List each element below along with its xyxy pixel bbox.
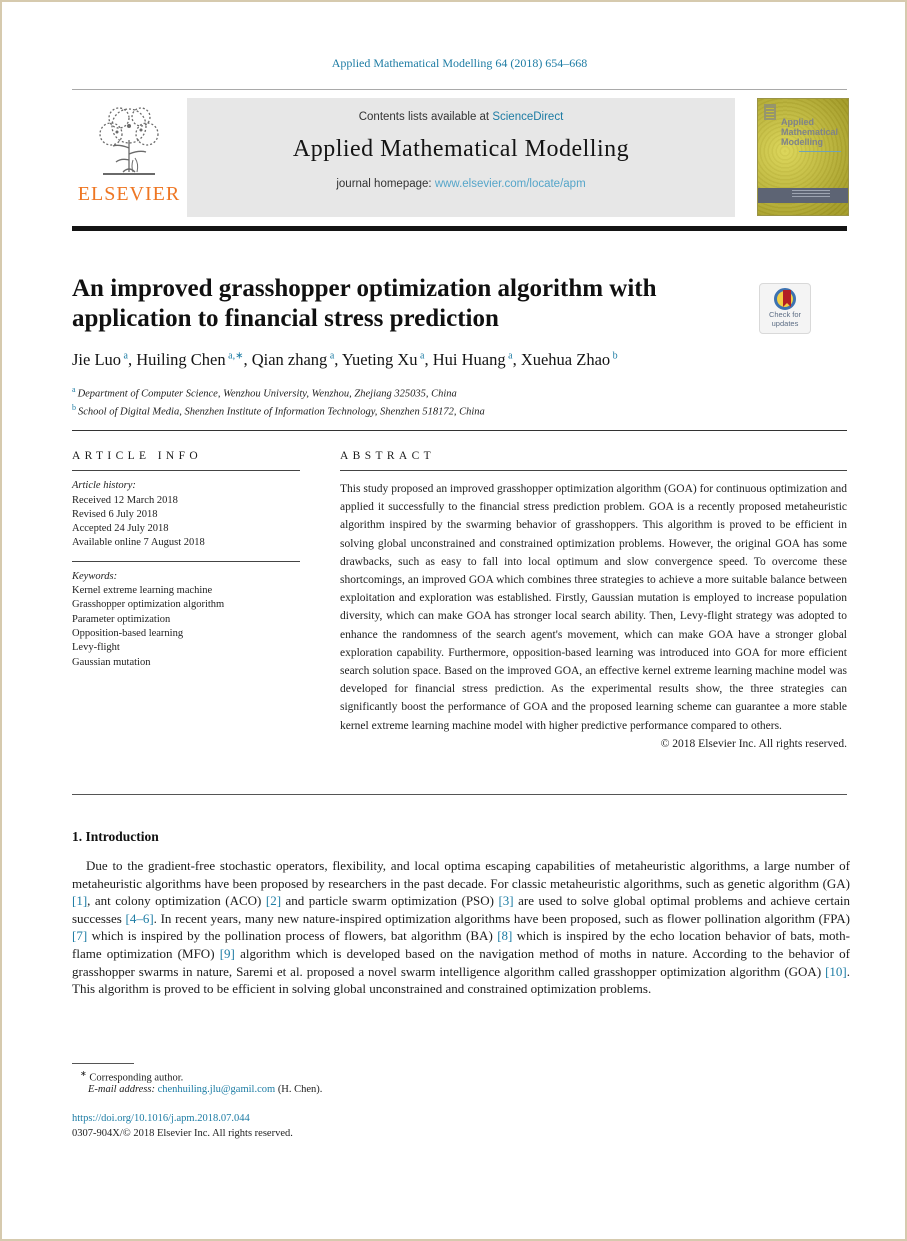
- running-head-citation: Applied Mathematical Modelling 64 (2018) 654–668: [331, 56, 588, 70]
- copyright-line: © 2018 Elsevier Inc. All rights reserved.: [660, 737, 847, 750]
- history-label: Article history:: [72, 480, 136, 491]
- check-updates-label: Check for updates: [768, 310, 802, 328]
- doi-line: [72, 1113, 250, 1124]
- author-name: Qian zhang: [251, 350, 328, 369]
- homepage-line: [187, 178, 735, 190]
- abstract-column: [340, 450, 847, 750]
- author-name: Jie Luo: [72, 350, 122, 369]
- history-line: Received 12 March 2018: [72, 494, 178, 506]
- journal-banner: [187, 98, 735, 217]
- affiliations: [72, 383, 772, 418]
- author-affiliation-mark: a: [327, 350, 335, 362]
- cover-publisher-mark-icon: [764, 104, 776, 120]
- check-for-updates-badge[interactable]: [759, 283, 811, 334]
- citation-ref-link[interactable]: [4–6]: [125, 910, 154, 926]
- keyword-line: Grasshopper optimization algorithm: [72, 599, 225, 611]
- abstract-rule: [340, 470, 847, 471]
- citation-ref-link[interactable]: [8]: [497, 928, 513, 944]
- sciencedirect-link[interactable]: ScienceDirect: [492, 111, 564, 123]
- author-affiliation-mark: a: [121, 350, 128, 362]
- article-info-column: [72, 450, 300, 670]
- author-name: Huiling Chen: [136, 350, 226, 369]
- homepage-prefix: journal homepage:: [336, 178, 435, 190]
- section-divider-bar: [72, 226, 847, 231]
- introduction-heading: 1. Introduction: [72, 829, 159, 844]
- top-divider: [72, 89, 847, 90]
- title-block-divider: [72, 430, 847, 431]
- keyword-line: Kernel extreme learning machine: [72, 585, 213, 597]
- email-suffix: (H. Chen).: [275, 1084, 323, 1095]
- contents-prefix: Contents lists available at: [358, 111, 493, 123]
- history-list: [72, 494, 300, 551]
- crossmark-icon: [774, 288, 796, 310]
- email-label: E-mail address:: [88, 1084, 158, 1095]
- footnote-rule: [72, 1063, 134, 1064]
- paragraph-text: . In recent years, many new nature-inspired optimization algorithms have been proposed, such as flower pollination algorithm (FPA): [153, 910, 850, 926]
- introduction-paragraph: [72, 857, 850, 998]
- article-info-rule: [72, 470, 300, 471]
- history-line: Revised 6 July 2018: [72, 508, 158, 520]
- paragraph-text: algorithm which is developed based on the navigation method of moths in nature. According to the behavior of grasshopper swarms in nature, Saremi et al. proposed a novel swarm intelligence algorithm called grasshopper optimization algorithm (GOA): [72, 945, 851, 979]
- issn-copyright-line: 0307-904X/© 2018 Elsevier Inc. All rights reserved.: [72, 1128, 293, 1139]
- info-separator: [72, 561, 300, 562]
- author-affiliation-mark: a: [417, 350, 425, 362]
- journal-homepage-link[interactable]: www.elsevier.com/locate/apm: [434, 178, 586, 190]
- doi-link[interactable]: https://doi.org/10.1016/j.apm.2018.07.044: [72, 1113, 250, 1124]
- citation-ref-link[interactable]: [3]: [498, 893, 514, 909]
- corresponding-marker: ∗: [80, 1069, 87, 1078]
- paragraph-text: . This algorithm is proved to be efficient in solving global unconstrained and constrained optimization problems.: [72, 963, 850, 997]
- keyword-line: Gaussian mutation: [72, 656, 151, 668]
- cover-title: Applied Mathematical Modelling: [781, 117, 839, 147]
- citation-ref-link[interactable]: [1]: [72, 893, 88, 909]
- affiliation-line: $^b$ School of Digital Media, Shenzhen Institute of Information Technology, Shenzhen 518172, China: [72, 402, 485, 417]
- author-name: Yueting Xu: [341, 350, 418, 369]
- elsevier-tree-icon: [83, 100, 175, 184]
- keyword-line: Levy-flight: [72, 642, 120, 654]
- history-line: Available online 7 August 2018: [72, 537, 205, 549]
- author-name: Xuehua Zhao: [520, 350, 611, 369]
- citation-ref-link[interactable]: [2]: [265, 893, 282, 909]
- paragraph-text: and particle swarm optimization (PSO): [281, 893, 499, 909]
- keyword-line: Opposition-based learning: [72, 628, 184, 640]
- journal-cover-thumbnail: [757, 98, 849, 216]
- citation-ref-link[interactable]: [7]: [72, 928, 88, 944]
- journal-header: [72, 98, 849, 217]
- corresponding-author-note: [80, 1069, 183, 1084]
- citation-ref-link[interactable]: [9]: [219, 945, 235, 961]
- paragraph-text: which is inspired by the pollination process of flowers, bat algorithm (BA): [87, 928, 498, 944]
- cover-accent-line: [799, 151, 841, 152]
- journal-title: Applied Mathematical Modelling: [292, 136, 630, 162]
- abstract-block-bottom-rule: [72, 794, 847, 795]
- keywords-label: Keywords:: [72, 570, 118, 582]
- author-affiliation-mark: b: [610, 350, 618, 362]
- contents-line: [187, 111, 735, 123]
- elsevier-wordmark: ELSEVIER: [77, 183, 181, 205]
- citation-ref-link[interactable]: [10]: [825, 963, 847, 979]
- email-link[interactable]: chenhuiling.jlu@gamil.com: [157, 1084, 276, 1095]
- author-affiliation-mark: a: [505, 350, 513, 362]
- paragraph-text: Due to the gradient-free stochastic operators, flexibility, and local optima escaping capabilities of metaheuristic algorithms, a large number of metaheuristic algorithms have been proposed by researchers in the past decade. For classic metaheuristic algorithms, such as genetic algorithm (GA): [72, 858, 850, 891]
- elsevier-logo: [72, 98, 186, 217]
- article-title: An improved grasshopper optimization algorithm with application to financial stress prediction: [72, 275, 657, 332]
- paragraph-text: are used to solve global optimal problems and achieve certain successes: [72, 893, 850, 926]
- email-note: [88, 1084, 322, 1095]
- keyword-line: Parameter optimization: [72, 613, 171, 625]
- history-line: Accepted 24 July 2018: [72, 523, 169, 535]
- article-info-heading: ARTICLE INFO: [72, 450, 203, 462]
- paragraph-text: , ant colony optimization (ACO): [87, 893, 266, 909]
- abstract-text: This study proposed an improved grasshopper optimization algorithm (GOA) for continuous optimization and applied it successfully to the financial stress prediction problem. GOA is a recently proposed metaheuristic algorithm inspired by the swarming behavior of grasshoppers. This algorithm is proved to be efficient in solving global unconstrained and constrained optimization problems. However, the original GOA has some drawbacks, such as easy to fall into local optimum and slow convergence speed. To overcome these shortcomings, an improved GOA which combines three strategies to achieve a more suitable balance between exploitation and exploration was established. Firstly, Gaussian mutation is employed to increase population diversity, which can make GOA has stronger local search ability. Then, Levy-flight strategy was adopted to enhance the randomness of the search agent's movement, which can make GOA have a stronger global exploration capability. Furthermore, opposition-based learning was introduced into GOA for more efficient search solution space. Based on the improved GOA, an effective kernel extreme learning machine model was developed for financial stress prediction. As the experimental results show, the three strategies can significantly boost the performance of GOA and the proposed learning scheme can guarantee a more stable kernel extreme learning machine model with higher predictive performance compared to others.: [340, 483, 847, 732]
- corresponding-text: Corresponding author.: [86, 1072, 184, 1084]
- keywords-list: [72, 584, 300, 670]
- paragraph-text: which is inspired by the echo location behavior of bats, moth-flame optimization (MFO): [72, 928, 850, 961]
- author-affiliation-mark: a,∗: [225, 350, 244, 362]
- authors-line: Jie Luo $^a$, Huiling Chen $^{a,∗}$, Qian zhang $^a$, Yueting Xu $^a$, Hui Huang $^a$, Xuehua Zhao $^b$: [72, 350, 618, 369]
- affiliation-line: $^a$ Department of Computer Science, Wenzhou University, Wenzhou, Zhejiang 325035, China: [72, 385, 457, 400]
- author-name: Hui Huang: [432, 350, 506, 369]
- abstract-heading: ABSTRACT: [340, 450, 436, 462]
- cover-footer-band: [758, 188, 848, 203]
